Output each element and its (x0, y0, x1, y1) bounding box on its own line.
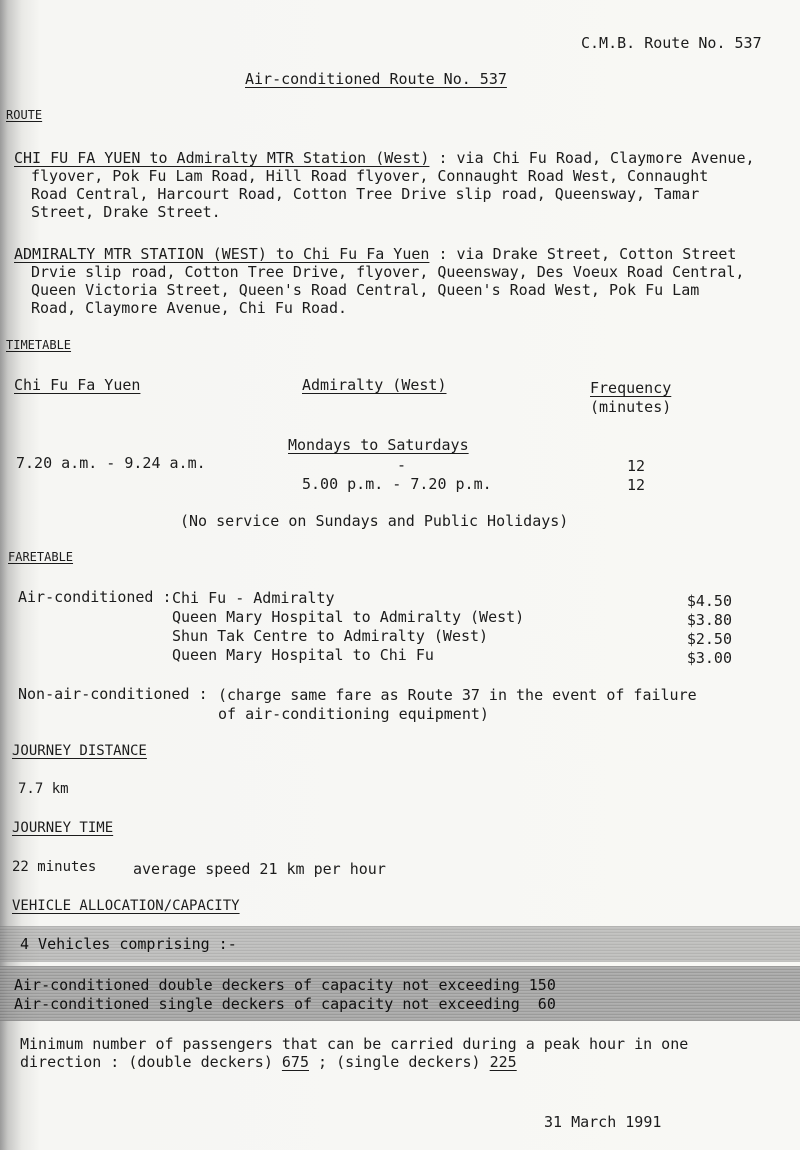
fare-ac-label: Air-conditioned : (18, 588, 172, 606)
vehicles-min-line-1: Minimum number of passengers that can be carried during a peak hour in one (20, 1035, 689, 1053)
fare-value-3: $2.50 (686, 630, 732, 648)
document-date: 31 March 1991 (544, 1113, 662, 1131)
vehicles-min-text-a: direction : (double deckers) (20, 1053, 282, 1071)
vehicles-min-text-b: ; (single deckers) (309, 1053, 490, 1071)
timetable-note: (No service on Sundays and Public Holidays) (180, 512, 569, 530)
vehicles-single-deckers: Air-conditioned single deckers of capacity not exceeding 60 (14, 995, 556, 1013)
fare-value-1: $4.50 (686, 592, 732, 610)
timetable-row-1-destination: - (397, 456, 407, 474)
timetable-col-destination: Admiralty (West) (302, 376, 447, 394)
fare-section-4: Queen Mary Hospital to Chi Fu (172, 646, 434, 664)
section-heading-route: ROUTE (6, 108, 43, 122)
fare-non-ac-line-2: of air-conditioning equipment) (218, 705, 489, 723)
timetable-col-frequency: Frequency (590, 379, 672, 397)
section-heading-faretable: FARETABLE (8, 550, 74, 564)
section-heading-vehicles: VEHICLE ALLOCATION/CAPACITY (12, 898, 240, 914)
vehicles-min-line-2 (20, 1053, 517, 1071)
fare-non-ac-label: Non-air-conditioned : (18, 685, 208, 703)
vehicles-min-single: 225 (489, 1053, 517, 1071)
journey-time-minutes: 22 minutes (12, 859, 97, 875)
distance-value: 7.7 km (18, 781, 69, 797)
timetable-row-1-frequency: 12 (627, 457, 646, 475)
route-inbound-line-3: Queen Victoria Street, Queen's Road Central, Queen's Road West, Pok Fu Lam (31, 281, 700, 299)
route-inbound-line-4: Road, Claymore Avenue, Chi Fu Road. (31, 299, 348, 317)
fare-value-2: $3.80 (686, 611, 732, 629)
route-reference: C.M.B. Route No. 537 (581, 34, 762, 52)
timetable-period: Mondays to Saturdays (288, 436, 469, 454)
route-outbound-text: : via Chi Fu Road, Claymore Avenue, (429, 149, 755, 167)
route-inbound-text: : via Drake Street, Cotton Street (429, 245, 737, 263)
route-inbound-line-2: Drvie slip road, Cotton Tree Drive, flyover, Queensway, Des Voeux Road Central, (31, 263, 745, 281)
timetable-row-2-destination: 5.00 p.m. - 7.20 p.m. (302, 475, 492, 493)
fare-value-4: $3.00 (686, 649, 732, 667)
fare-non-ac-line-1: (charge same fare as Route 37 in the event of failure (218, 686, 697, 704)
route-inbound-label: ADMIRALTY MTR STATION (WEST) to Chi Fu Fa Yuen (14, 245, 430, 263)
timetable-col-frequency-unit: (minutes) (590, 398, 672, 416)
timetable-row-1-origin: 7.20 a.m. - 9.24 a.m. (16, 454, 206, 472)
route-inbound-line-1 (14, 245, 736, 263)
fare-section-3: Shun Tak Centre to Admiralty (West) (172, 627, 489, 645)
route-outbound-line-3: Road Central, Harcourt Road, Cotton Tree Drive slip road, Queensway, Tamar (31, 185, 700, 203)
vehicles-min-double: 675 (281, 1053, 309, 1071)
route-outbound-line-1 (14, 149, 755, 167)
route-outbound-line-4: Street, Drake Street. (31, 203, 221, 221)
vehicles-comprising: 4 Vehicles comprising :- (20, 935, 237, 953)
page-title: Air-conditioned Route No. 537 (245, 70, 507, 88)
journey-time-speed: average speed 21 km per hour (133, 860, 386, 878)
route-outbound-line-2: flyover, Pok Fu Lam Road, Hill Road flyover, Connaught Road West, Connaught (31, 167, 709, 185)
route-outbound-label: CHI FU FA YUEN to Admiralty MTR Station (West) (14, 149, 430, 167)
section-heading-timetable: TIMETABLE (6, 338, 72, 352)
section-heading-journey-time: JOURNEY TIME (12, 820, 114, 836)
vehicles-double-deckers: Air-conditioned double deckers of capacity not exceeding 150 (14, 976, 556, 994)
fare-section-1: Chi Fu - Admiralty (172, 589, 335, 607)
fare-section-2: Queen Mary Hospital to Admiralty (West) (172, 608, 525, 626)
timetable-col-origin: Chi Fu Fa Yuen (14, 376, 141, 394)
section-heading-distance: JOURNEY DISTANCE (12, 743, 147, 759)
timetable-row-2-frequency: 12 (627, 476, 646, 494)
